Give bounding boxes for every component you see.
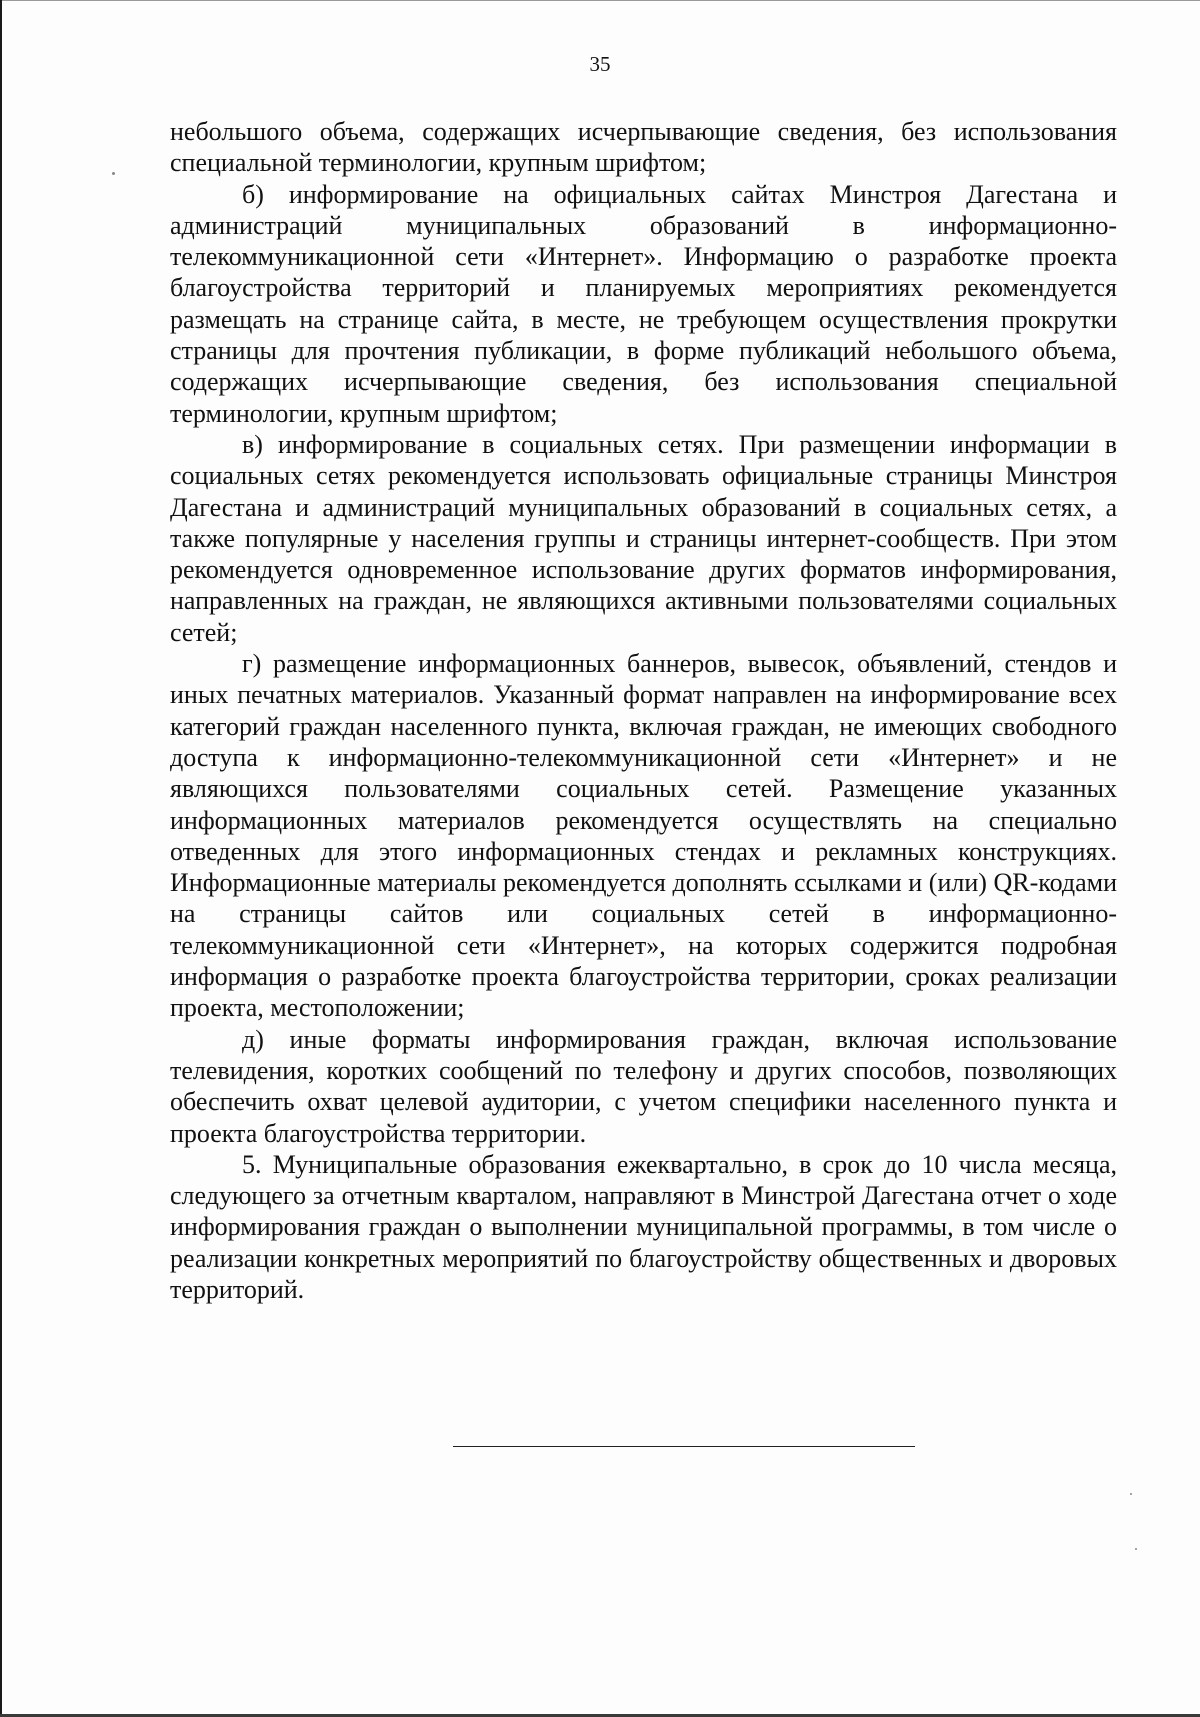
paragraph-item-b: б) информирование на официальных сайтах Минстроя Дагестана и администраций муниципальных образований в информационно-телекоммуникационной сети «Интернет». Информацию о разработке проекта благоустройства территорий и планируемых мероприятиях рекомендуется размещать на странице сайта, в месте, не требующем осуществления прокрутки страницы для прочтения публикации, в форме публикаций небольшого объема, содержащих исчерпывающие сведения, без использования специальной терминологии, крупным шрифтом;: [170, 179, 1117, 428]
paragraph-item-d: д) иные форматы информирования граждан, включая использование телевидения, коротких сообщений по телефону и других способов, позволяющих обеспечить охват целевой аудитории, с учетом специфики населенного пункта и проекта благоустройства территории.: [170, 1024, 1117, 1148]
paragraph-continuation: небольшого объема, содержащих исчерпывающие сведения, без использования специальной терминологии, крупным шрифтом;: [170, 117, 1117, 178]
scan-edge-left: [0, 0, 2, 1717]
end-of-document-rule: [453, 1446, 915, 1447]
paragraph-item-v: в) информирование в социальных сетях. При размещении информации в социальных сетях рекомендуется использовать официальные страницы Минстроя Дагестана и администраций муниципальных образований в социальных сетях, а также популярные у населения группы и страницы интернет-сообществ. При этом рекомендуется одновременное использование других форматов информирования, направленных на граждан, не являющихся активными пользователями социальных сетей;: [170, 429, 1117, 647]
body-text: [170, 116, 1117, 1305]
scan-speck: [1135, 1548, 1137, 1550]
paragraph-item-g: г) размещение информационных баннеров, вывесок, объявлений, стендов и иных печатных материалов. Указанный формат направлен на информирование всех категорий граждан населенного пункта, включая граждан, не имеющих свободного доступа к информационно-телекоммуникационной сети «Интернет» и не являющихся пользователями социальных сетей. Размещение указанных информационных материалов рекомендуется осуществлять на специально отведенных для этого информационных стендах и рекламных конструкциях. Информационные материалы рекомендуется дополнять ссылками и (или) QR-кодами на страницы сайтов или социальных сетей в информационно-телекоммуникационной сети «Интернет», на которых содержится подробная информация о разработке проекта благоустройства территории, сроках реализации проекта, местоположении;: [170, 649, 1117, 1023]
scan-edge-top: [0, 0, 1200, 1]
paragraph-point-5: 5. Муниципальные образования ежеквартально, в срок до 10 числа месяца, следующего за отчетным кварталом, направляют в Минстрой Дагестана отчет о ходе информирования граждан о выполнении муниципальной программы, в том числе о реализации конкретных мероприятий по благоустройству общественных и дворовых территорий.: [170, 1149, 1117, 1304]
scan-speck: [1130, 1493, 1132, 1495]
scan-speck: [112, 172, 115, 175]
page-number: 35: [589, 52, 611, 76]
